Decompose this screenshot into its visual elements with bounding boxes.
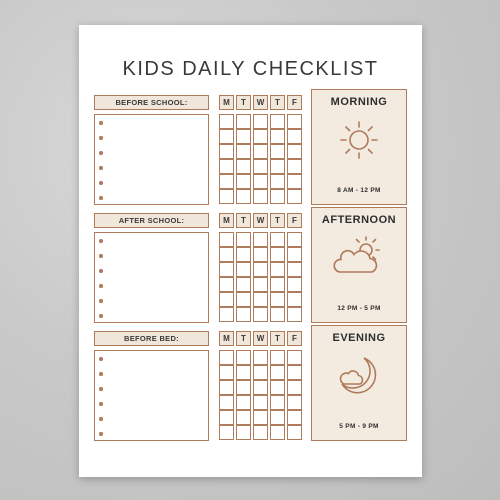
bullet-dot <box>99 151 103 155</box>
checkbox-cell[interactable] <box>253 129 268 144</box>
time-range: 12 PM - 5 PM <box>337 305 381 312</box>
checkbox-cell[interactable] <box>253 307 268 322</box>
checkbox-cell[interactable] <box>236 425 251 440</box>
checkbox-cell[interactable] <box>287 425 302 440</box>
bullet-dot <box>99 254 103 258</box>
day-header: T <box>270 331 285 346</box>
day-header: T <box>236 213 251 228</box>
time-card-morning <box>311 89 407 205</box>
bullet-dot <box>99 432 103 436</box>
checkbox-cell[interactable] <box>270 262 285 277</box>
checkbox-cell[interactable] <box>270 159 285 174</box>
section-label: AFTER SCHOOL: <box>94 213 209 228</box>
checkbox-cell[interactable] <box>287 307 302 322</box>
checkbox-cell[interactable] <box>236 307 251 322</box>
checkbox-cell[interactable] <box>219 232 234 247</box>
checkbox-cell[interactable] <box>270 350 285 365</box>
time-name: AFTERNOON <box>321 214 397 226</box>
checkbox-cell[interactable] <box>287 277 302 292</box>
checkbox-cell[interactable] <box>253 365 268 380</box>
checkbox-cell[interactable] <box>219 307 234 322</box>
day-header: T <box>236 331 251 346</box>
checkbox-cell[interactable] <box>236 292 251 307</box>
checkbox-cell[interactable] <box>270 129 285 144</box>
checkbox-cell[interactable] <box>253 247 268 262</box>
bullet-dot <box>99 196 103 200</box>
checkbox-cell[interactable] <box>236 395 251 410</box>
day-header: T <box>236 95 251 110</box>
checkbox-cell[interactable] <box>236 144 251 159</box>
checkbox-cell[interactable] <box>253 425 268 440</box>
bullet-dot <box>99 314 103 318</box>
checkbox-cell[interactable] <box>287 247 302 262</box>
checkbox-cell[interactable] <box>253 292 268 307</box>
checkbox-cell[interactable] <box>253 114 268 129</box>
checkbox-cell[interactable] <box>253 350 268 365</box>
checkbox-cell[interactable] <box>287 292 302 307</box>
checkbox-cell[interactable] <box>253 380 268 395</box>
checklist-page <box>79 25 422 477</box>
checkbox-cell[interactable] <box>236 410 251 425</box>
checkbox-cell[interactable] <box>219 174 234 189</box>
task-list-box[interactable] <box>94 350 209 441</box>
checkbox-cell[interactable] <box>253 174 268 189</box>
sun-icon <box>334 118 384 162</box>
checkbox-cell[interactable] <box>287 232 302 247</box>
checkbox-cell[interactable] <box>236 262 251 277</box>
checkbox-cell[interactable] <box>270 114 285 129</box>
checkbox-cell[interactable] <box>236 247 251 262</box>
checkbox-cell[interactable] <box>253 232 268 247</box>
checkbox-cell[interactable] <box>287 365 302 380</box>
checkbox-cell[interactable] <box>236 380 251 395</box>
checkbox-cell[interactable] <box>219 247 234 262</box>
checkbox-cell[interactable] <box>236 189 251 204</box>
checkbox-cell[interactable] <box>219 380 234 395</box>
checkbox-cell[interactable] <box>253 277 268 292</box>
checkbox-cell[interactable] <box>236 174 251 189</box>
bullet-dot <box>99 417 103 421</box>
checkbox-cell[interactable] <box>270 307 285 322</box>
checkbox-cell[interactable] <box>287 380 302 395</box>
checkbox-cell[interactable] <box>236 129 251 144</box>
checkbox-cell[interactable] <box>236 365 251 380</box>
checkbox-cell[interactable] <box>287 189 302 204</box>
checkbox-cell[interactable] <box>219 144 234 159</box>
day-header: F <box>287 331 302 346</box>
bullet-dot <box>99 357 103 361</box>
checkbox-cell[interactable] <box>253 262 268 277</box>
checkbox-cell[interactable] <box>270 395 285 410</box>
bullet-dot <box>99 166 103 170</box>
bullet-dot <box>99 299 103 303</box>
time-name: EVENING <box>332 332 386 344</box>
checkbox-cell[interactable] <box>270 232 285 247</box>
checkbox-cell[interactable] <box>287 129 302 144</box>
task-list-box[interactable] <box>94 114 209 205</box>
day-header: F <box>287 95 302 110</box>
section-after-school <box>79 213 422 325</box>
checkbox-cell[interactable] <box>287 350 302 365</box>
checkbox-cell[interactable] <box>253 189 268 204</box>
bullet-dot <box>99 136 103 140</box>
checkbox-cell[interactable] <box>253 410 268 425</box>
moon-cloud-icon <box>334 354 384 400</box>
bullet-dot <box>99 121 103 125</box>
checkbox-cell[interactable] <box>236 232 251 247</box>
checkbox-cell[interactable] <box>270 144 285 159</box>
checkbox-cell[interactable] <box>236 350 251 365</box>
bullet-dot <box>99 387 103 391</box>
checkbox-cell[interactable] <box>287 114 302 129</box>
checkbox-cell[interactable] <box>270 425 285 440</box>
checkbox-cell[interactable] <box>270 247 285 262</box>
day-header: F <box>287 213 302 228</box>
checkbox-cell[interactable] <box>270 277 285 292</box>
bullet-dot <box>99 181 103 185</box>
checkbox-cell[interactable] <box>270 189 285 204</box>
day-header: T <box>270 95 285 110</box>
checkbox-cell[interactable] <box>287 159 302 174</box>
checkbox-cell[interactable] <box>219 350 234 365</box>
checkbox-cell[interactable] <box>270 365 285 380</box>
checkbox-cell[interactable] <box>219 159 234 174</box>
checkbox-cell[interactable] <box>253 395 268 410</box>
bullet-dot <box>99 239 103 243</box>
checkbox-cell[interactable] <box>287 395 302 410</box>
checkbox-cell[interactable] <box>287 174 302 189</box>
checkbox-cell[interactable] <box>219 365 234 380</box>
time-card-evening <box>311 325 407 441</box>
time-card-afternoon <box>311 207 407 323</box>
section-before-bed <box>79 331 422 443</box>
checkbox-cell[interactable] <box>236 159 251 174</box>
checkbox-cell[interactable] <box>219 277 234 292</box>
checkbox-cell[interactable] <box>270 410 285 425</box>
checkbox-cell[interactable] <box>219 292 234 307</box>
checkbox-cell[interactable] <box>270 380 285 395</box>
day-header: M <box>219 95 234 110</box>
checkbox-cell[interactable] <box>287 262 302 277</box>
page-title: KIDS DAILY CHECKLIST <box>122 58 379 80</box>
checkbox-cell[interactable] <box>270 292 285 307</box>
checkbox-cell[interactable] <box>287 144 302 159</box>
day-header: M <box>219 213 234 228</box>
checkbox-cell[interactable] <box>219 395 234 410</box>
checkbox-cell[interactable] <box>236 277 251 292</box>
day-header: W <box>253 331 268 346</box>
checkbox-cell[interactable] <box>253 144 268 159</box>
checkbox-cell[interactable] <box>219 425 234 440</box>
section-before-school <box>79 95 422 207</box>
checkbox-cell[interactable] <box>219 410 234 425</box>
checkbox-cell[interactable] <box>270 174 285 189</box>
bullet-dot <box>99 269 103 273</box>
task-list-box[interactable] <box>94 232 209 323</box>
checkbox-cell[interactable] <box>219 129 234 144</box>
checkbox-cell[interactable] <box>219 189 234 204</box>
time-name: MORNING <box>330 96 388 108</box>
checkbox-cell[interactable] <box>219 262 234 277</box>
bullet-dot <box>99 372 103 376</box>
checkbox-cell[interactable] <box>253 159 268 174</box>
day-header: W <box>253 213 268 228</box>
cloud-sun-icon <box>330 234 384 280</box>
day-header: T <box>270 213 285 228</box>
checkbox-cell[interactable] <box>236 114 251 129</box>
checkbox-cell[interactable] <box>287 410 302 425</box>
time-range: 5 PM - 9 PM <box>339 423 379 430</box>
section-label: BEFORE SCHOOL: <box>94 95 209 110</box>
bullet-dot <box>99 284 103 288</box>
day-header: W <box>253 95 268 110</box>
time-range: 8 AM - 12 PM <box>337 187 381 194</box>
checkbox-cell[interactable] <box>219 114 234 129</box>
section-label: BEFORE BED: <box>94 331 209 346</box>
bullet-dot <box>99 402 103 406</box>
day-header: M <box>219 331 234 346</box>
